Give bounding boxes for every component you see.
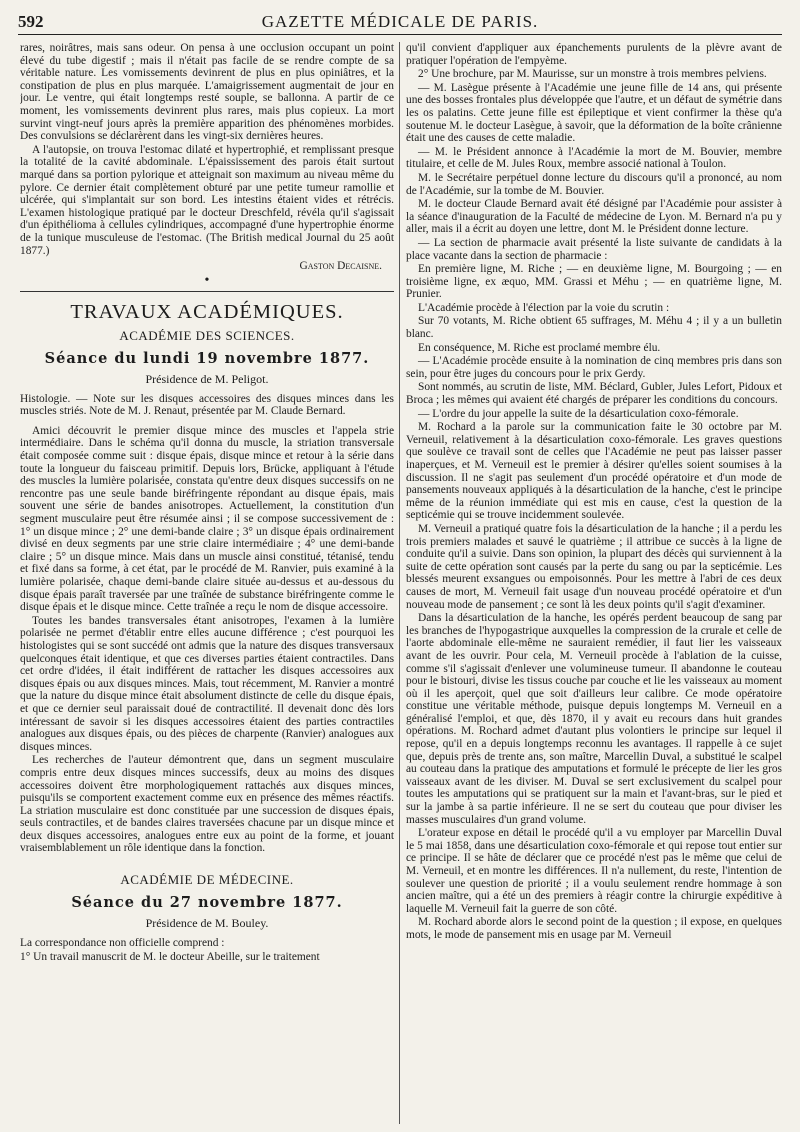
paragraph: En conséquence, M. Riche est proclamé membre élu.	[418, 341, 661, 354]
paragraph: — L'ordre du jour appelle la suite de la désarticulation coxo-fémorale.	[418, 407, 739, 420]
note-title: Histologie. — Note sur les disques accessoires des disques minces dans les muscles striés. Note de M. J. Renaut, présentée par M. Claude Bernard.	[20, 392, 394, 418]
paragraph: L'Académie procède à l'élection par la voie du scrutin :	[418, 301, 670, 314]
page-number: 592	[18, 12, 44, 31]
paragraph: La correspondance non officielle comprend :	[20, 937, 225, 950]
session-heading: Séance du lundi 19 novembre 1877.	[44, 349, 370, 367]
paragraph: M. Rochard a la parole sur la communication faite le 30 octobre par M. Verneuil, relativement à la désarticulation coxo-fémorale. Les graves questions que soulève ce travail sont de celles que l'Académie ne peut pas laisser passer inaperçues, et M. Verneuil est le premier à désirer qu'elles soient soumises à la discussion. Il ne s'agit pas seulement d'un procédé opératoire et d'un mode de pansements nouveaux appliqués à la désarticulation de la hanche, c'est le principe même de la réunion immédiate qui est mis en cause, c'est la question de la septicémie qui se trouve incidemment soulevée.	[406, 421, 782, 522]
paragraph: L'orateur expose en détail le procédé qu'il a vu employer par Marcellin Duval le 5 mai 1858, dans une désarticulation coxo-fémorale et qui repose tout entier sur ce principe. Il se hâte de déclarer que ce procédé n'est pas le même que celui de M. Verneuil, et en montre les différences. Il n'a nullement, du reste, l'intention de soulever une question de priorité ; il a voulu seulement rendre hommage à son ancien maître, qui a été un des premiers à réagir contre la chirurgie expéditive à laquelle M. Verneuil fait la guerre de son côté.	[406, 827, 782, 915]
session-heading: Séance du 27 novembre 1877.	[71, 894, 343, 912]
section-title: TRAVAUX ACADÉMIQUES.	[70, 300, 344, 323]
paragraph: M. Verneuil a pratiqué quatre fois la désarticulation de la hanche ; il a perdu les trois premiers malades et sauvé le quatrième ; il attribue ce succès à la ligne de conduite qu'il a suivie. Dans son opinion, la plupart des décès qui surviennent à la suite de cette opération sont causés par la perte du sang ou par la septicémie. Les blessés meurent exsangues ou empoisonnés. Pour les mettre à l'abri de ces deux causes de mort, M. Verneuil fait usage d'un nouveau procédé opératoire et d'un nouveau mode de pansement ; ce sont là les deux points qu'il s'agit d'examiner.	[406, 522, 782, 611]
presidency-line: Présidence de M. Peligot.	[145, 371, 269, 386]
paragraph: — La section de pharmacie avait présenté la liste suivante de candidats à la place vacante dans la section de pharmacie :	[406, 236, 782, 262]
paragraph: Sont nommés, au scrutin de liste, MM. Béclard, Gubler, Jules Lefort, Pidoux et Broca ; les mêmes qui avaient été chargés de préparer les conditions du concours.	[406, 381, 782, 407]
academy-heading: ACADÉMIE DES SCIENCES.	[119, 327, 295, 343]
paragraph: M. le Secrétaire perpétuel donne lecture du discours qu'il a prononcé, au nom de l'Académie, sur la tombe de M. Bouvier.	[406, 171, 782, 197]
journal-title: GAZETTE MÉDICALE DE PARIS.	[261, 12, 539, 31]
paragraph: Toutes les bandes transversales étant anisotropes, l'examen à la lumière polarisée ne permet d'établir entre elles aucune différence ; c'est pourquoi les histologistes qui se sont succédé ont admis que la nature des disques transversaux quelconques était identique, et que ces diverses parties étaient contractiles. Dans cet ordre d'idées, il était indifférent de rattacher les disques accessoires aux disques épais ou aux disques minces. Mais, tout récemment, M. Ranvier a montré que la nature du disque mince était absolument distincte de celle du disque épais, et que ce dernier seul paraissait doué de contractilité. Il devenait donc dès lors intéressant de savoir si les disques accessoires étaient des parties contractiles analogues aux disques épais, ou des pièces de charpente (Ranvier) analogues aux disques minces.	[20, 614, 394, 753]
author-signature: Gaston Decaisne.	[299, 260, 382, 273]
right-column	[406, 42, 782, 1124]
paragraph: — M. Lasègue présente à l'Académie une jeune fille de 14 ans, qui présente une des bosses frontales plus développée que l'autre, et un défaut de symétrie dans les os palatins. Cette jeune fille est épileptique et vient confirmer la thèse qu'a soutenue M. le docteur Lasègue, à savoir, que la déformation de la boîte crânienne était une des causes de cette maladie.	[406, 81, 782, 145]
paragraph: Dans la désarticulation de la hanche, les opérés perdent beaucoup de sang par les branches de l'hypogastrique auxquelles la compression de la crurale et celle de l'aorte abdominale elle-même ne sauraient remédier, il faut lier les vaisseaux avant de les ouvrir. Pour cela, M. Verneuil procède à l'ablation de la cuisse, comme s'il s'agissait d'enlever une volumineuse tumeur. Il abandonne le couteau pour le bistouri, divise les tissus couche par couche et lie les vaisseaux au moment où il les aperçoit, quel que soit d'ailleurs leur calibre. Ce mode opératoire constitue une véritable méthode, puisque depuis longtemps M. Verneuil en a généralisé l'emploi, et que, dès 1870, il y avait eu recours dans huit grandes opérations. M. Rochard admet d'autant plus volontiers le principe sur lequel il repose, qu'il en a depuis longtemps reconnu les avantages. Il rappelle à ce sujet que, depuis près de trente ans, son maître, Marcellin Duval, a substitué le scalpel au couteau dans la pratique des amputations et formulé le précepte de lier les gros vaisseaux avant de les diviser. M. Duval se sert exclusivement du scalpel pour toutes les amputations qui se pratiquent sur la main et l'avant-bras, sur le pied et sur la jambe à sa partie inférieure. Il ne se sert du couteau que pour diviser les masses musculaires d'un grand volume.	[406, 612, 782, 826]
paragraph: 1° Un travail manuscrit de M. le docteur Abeille, sur le traitement	[20, 950, 320, 963]
paragraph: En première ligne, M. Riche ; — en deuxième ligne, M. Bourgoing ; — en troisième ligne, ex æquo, MM. Grassi et Méhu ; — en quatrième ligne, M. Prunier.	[406, 263, 782, 301]
left-column	[20, 42, 394, 1124]
paragraph: rares, noirâtres, mais sans odeur. On pensa à une occlusion occupant un point élevé du tube digestif ; mais il n'était pas facile de se rendre compte de sa véritable nature. Les vomissements devinrent de plus en plus opiniâtres, et la constipation de plus en plus marquée. L'amaigrissement augmentait de jour en jour. Le ventre, qui était longtemps resté souple, se ballonna. A partir de ce moment, les vomissements devinrent plus rares, mais plus copieux. La mort survint vingt-neuf jours après la première apparition des phénomènes morbides. Des convulsions se déclarèrent dans les vingt-six dernières heures.	[20, 42, 394, 143]
section-rule	[20, 291, 394, 292]
column-divider	[399, 42, 400, 1124]
paragraph: Les recherches de l'auteur démontrent que, dans un segment musculaire compris entre deux disques minces successifs, deux au moins des disques accessoires doivent être morphologiquement rattachés aux disques minces, puisqu'ils se comportent exactement comme eux en présence des mêmes réactifs. La striation musculaire est donc constituée par une succession de disques épais, seuls contractiles, et de bandes claires traversées chacune par un disque mince et deux disques accessoires, analogues entre eux au point de la forme, et jouant vraisemblablement un rôle identique dans la fonction.	[20, 754, 394, 855]
separator-dot: •	[204, 272, 210, 288]
paragraph: A l'autopsie, on trouva l'estomac dilaté et hypertrophié, et remplissant presque la totalité de la cavité abdominale. L'épaississement des parois était surtout marqué dans sa portion pylorique et atteignait son maximum au niveau même du pylore. Ce dernier était complètement obturé par une petite tumeur ramollie et ulcérée, qui s'implantait sur son bord. Les intestins étaient vides et rétrécis. L'examen histologique pratiqué par le docteur Dreschfeld, révéla qu'il s'agissait d'un épithélioma à cellules cylindriques, accompagné d'une hypertrophie énorme de la tunique musculeuse de l'estomac. (The British medical Journal du 25 août 1877.)	[20, 143, 394, 257]
paragraph: 2° Une brochure, par M. Maurisse, sur un monstre à trois membres pelviens.	[418, 68, 767, 81]
paragraph: qu'il convient d'appliquer aux épanchements purulents de la plèvre avant de pratiquer l'opération de l'empyème.	[406, 42, 782, 67]
page-header	[18, 12, 782, 35]
paragraph: M. Rochard aborde alors le second point de la question ; il expose, en quelques mots, le mode de pansement mis en usage par M. Verneuil	[406, 916, 782, 941]
paragraph: — L'Académie procède ensuite à la nomination de cinq membres pris dans son sein, pour être juges du concours pour le prix Gerdy.	[406, 355, 782, 380]
paragraph: Sur 70 votants, M. Riche obtient 65 suffrages, M. Méhu 4 ; il y a un bulletin blanc.	[406, 315, 782, 341]
presidency-line: Présidence de M. Bouley.	[145, 916, 269, 931]
paragraph: — M. le Président annonce à l'Académie la mort de M. Bouvier, membre titulaire, et celle de M. Jules Roux, membre associé national à Toulon.	[406, 145, 782, 171]
academy-heading: ACADÉMIE DE MÉDECINE.	[120, 872, 294, 888]
paragraph: Amici découvrit le premier disque mince des muscles et l'appela strie intermédiaire. Dans le schéma qu'il donna du muscle, la striation transversale était composée comme suit : disque épais, disque mince et retour à la série dans toute la longueur du faisceau primitif. Depuis lors, Brücke, appliquant à l'étude des muscles la lumière polarisée, constata qu'entre deux disques successifs on ne rencontre pas une seule bande biréfringente répondant au disque épais, mais souvent une série de bandes anisotropes. Actuellement, la constitution d'un segment musculaire peut être résumée ainsi ; il se compose successivement de : 1° un disque mince ; 2° une demi-bande claire ; 3° un disque épais ordinairement divisé en deux segments par une strie claire intermédiaire ; 4° une demi-bande claire ; 5° un disque mince. Mais dans un muscle ainsi constitué, tétanisé, tendu et fixé dans sa forme, à cet état, par le procédé de M. Ranvier, puis examiné à la lumière polarisée, chaque demi-bande claire située au-dessus et au-dessous du disque épais paraît traversée par une traînée de substance biréfringente comme le disque épais et le disque mince. Cette traînée a reçu le nom de disque accessoire.	[20, 424, 394, 614]
paragraph: M. le docteur Claude Bernard avait été désigné par l'Académie pour assister à la séance d'inauguration de la Faculté de médecine de Lyon. M. Bernard n'a pu y aller, mais il a écrit au doyen une lettre, dont M. le Président donne lecture.	[406, 198, 782, 236]
